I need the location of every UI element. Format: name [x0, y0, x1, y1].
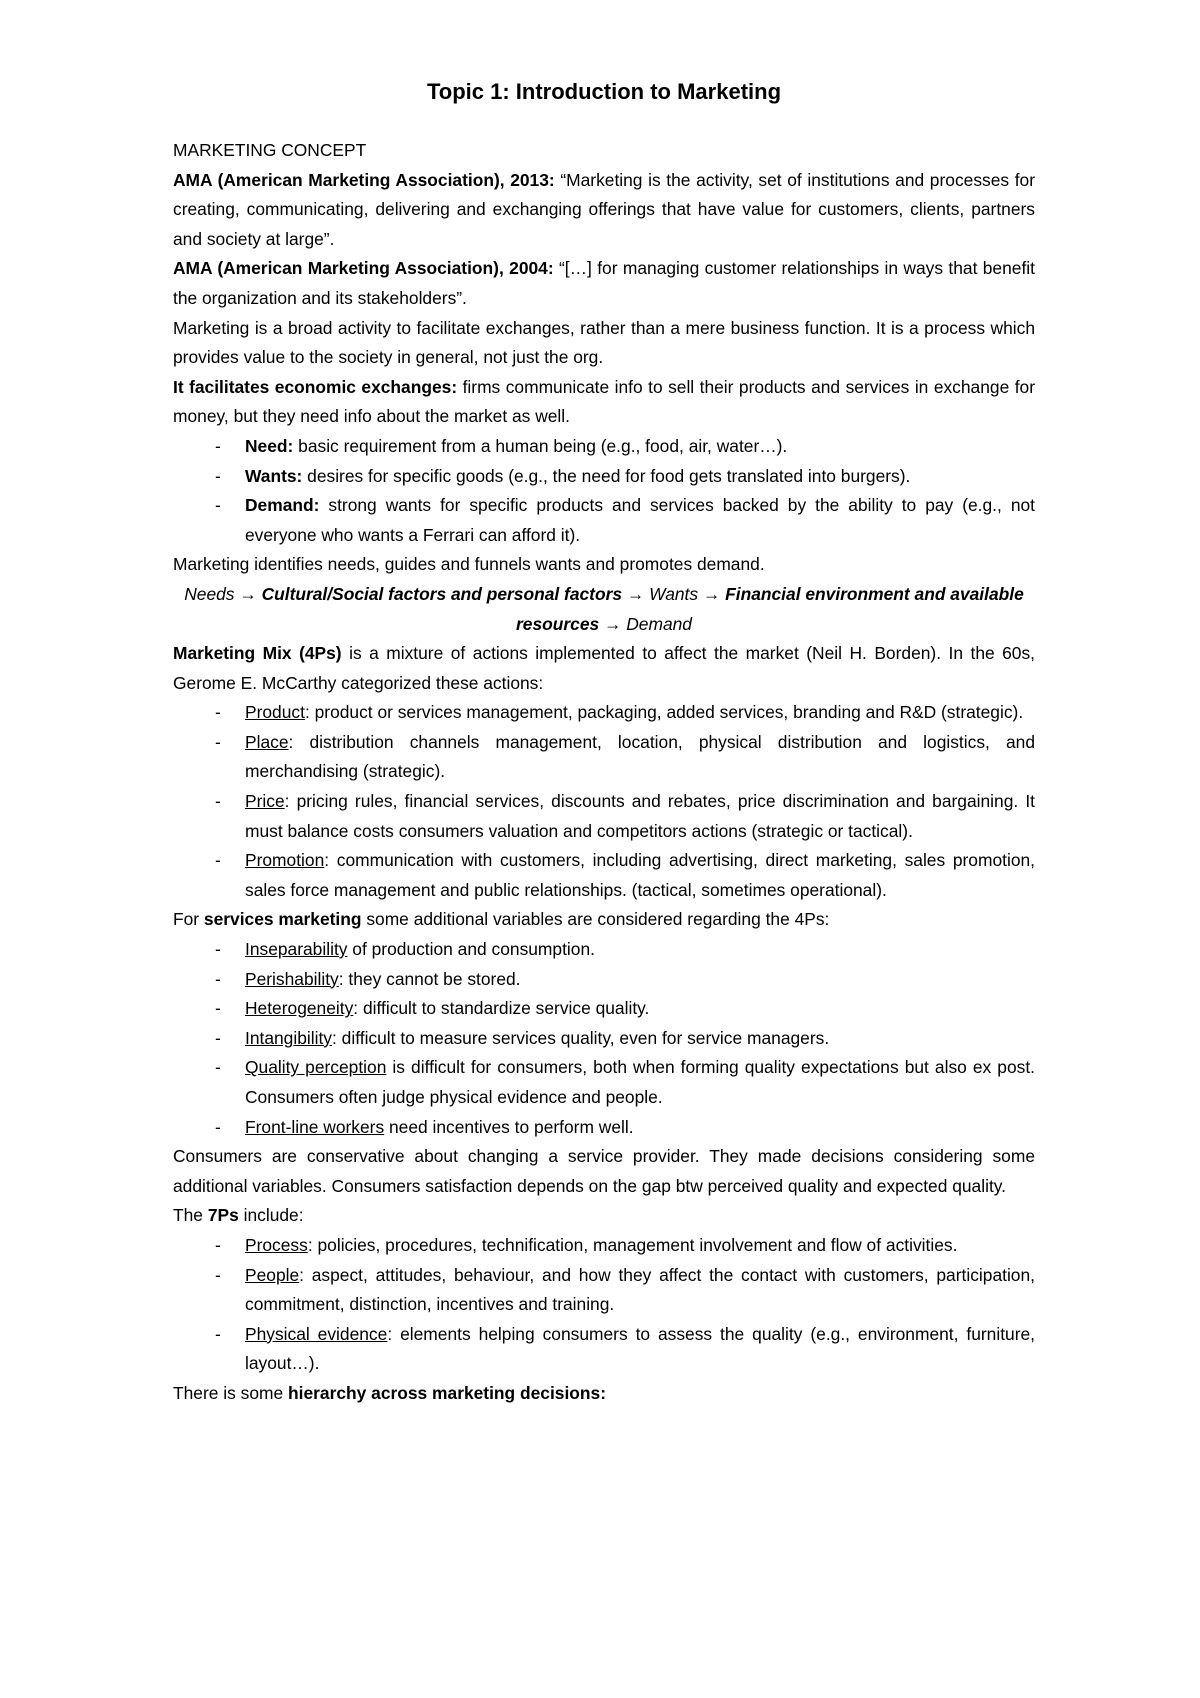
definition-intangibility: : difficult to measure services quality, even for service managers.: [332, 1027, 830, 1048]
definition-price: : pricing rules, financial services, discounts and rebates, price discrimination and bargaining. It must balance costs consumers valuation and competitors actions (strategic or tactical).: [245, 791, 1035, 841]
needs-to-demand-flow: [173, 580, 1035, 639]
definition-perishability: : they cannot be stored.: [338, 968, 521, 989]
four-ps-list: [173, 698, 1035, 905]
definition-promotion: : communication with customers, including advertising, direct marketing, sales promotion, sales force management and public relationships. (tactical, sometimes operational).: [245, 850, 1035, 900]
term-price: Price: [245, 791, 285, 812]
seven-ps-intro: [173, 1201, 1035, 1231]
list-item-quality-perception: [173, 1053, 1035, 1112]
services-marketing-paragraph: [173, 905, 1035, 935]
ama-2004-definition: [173, 254, 1035, 313]
list-item-place: [173, 728, 1035, 787]
term-people: People: [245, 1264, 300, 1285]
list-item-promotion: [173, 846, 1035, 905]
term-quality-perception: Quality perception: [245, 1057, 387, 1078]
definition-place: : distribution channels management, location, physical distribution and logistics, and merchandising (strategic).: [245, 731, 1035, 782]
list-item-product: [173, 698, 1035, 728]
services-pre: For: [173, 909, 204, 930]
page-title: Topic 1: Introduction to Marketing: [426, 79, 782, 104]
definition-product: : product or services management, packaging, added services, branding and R&D (strategic).: [304, 702, 1024, 723]
flow-arrow-icon: →: [702, 583, 726, 604]
list-item-process: [173, 1231, 1035, 1261]
definition-need: basic requirement from a human being (e.g., food, air, water…).: [293, 435, 788, 456]
service-variables-list: [173, 935, 1035, 1142]
list-item-people: [173, 1261, 1035, 1320]
services-text: some additional variables are considered regarding the 4Ps:: [361, 909, 830, 930]
flow-demand: Demand: [626, 613, 692, 634]
term-physical-evidence: Physical evidence: [245, 1323, 388, 1344]
term-wants: Wants:: [245, 465, 303, 486]
marketing-mix-text: is a mixture of actions implemented to affect the market (Neil H. Borden). In the 60s, Gerome E. McCarthy categorized these actions:: [173, 643, 1036, 693]
hierarchy-label: hierarchy across marketing decisions:: [288, 1382, 607, 1403]
term-promotion: Promotion: [245, 850, 325, 871]
flow-arrow-icon: →: [599, 613, 627, 634]
term-place: Place: [245, 731, 289, 752]
marketing-mix-label: Marketing Mix (4Ps): [173, 643, 342, 664]
list-item-perishability: [173, 965, 1035, 995]
list-item-inseparability: [173, 935, 1035, 965]
term-demand: Demand:: [245, 495, 320, 516]
hierarchy-pre: There is some: [173, 1382, 289, 1403]
definition-heterogeneity: : difficult to standardize service quality.: [353, 998, 650, 1019]
conservative-consumers-paragraph: Consumers are conservative about changing a service provider. They made decisions considering some additional variables. Consumers satisfaction depends on the gap btw perceived quality and expected quality.: [173, 1146, 1035, 1196]
flow-wants: Wants: [649, 583, 703, 604]
ama-2004-text: “[…] for managing customer relationships in ways that benefit the organization and its stakeholders”.: [173, 258, 1035, 308]
definition-front-line-workers: need incentives to perform well.: [384, 1116, 634, 1137]
section-heading: MARKETING CONCEPT: [173, 140, 367, 160]
term-need: Need:: [245, 435, 294, 456]
list-item-front-line-workers: [173, 1113, 1035, 1143]
list-item-intangibility: [173, 1024, 1035, 1054]
term-process: Process: [245, 1234, 308, 1255]
seven-ps-pre: The: [173, 1205, 208, 1226]
broad-activity-paragraph: Marketing is a broad activity to facilitate exchanges, rather than a mere business function. It is a process which provides value to the society in general, not just the org.: [173, 317, 1035, 368]
list-item-physical-evidence: [173, 1320, 1035, 1379]
list-item-wants: [173, 462, 1035, 492]
definition-quality-perception: is difficult for consumers, both when forming quality expectations but also ex post. Consumers often judge physical evidence and people.: [245, 1057, 1035, 1107]
services-label: services marketing: [203, 909, 362, 930]
hierarchy-paragraph: [173, 1379, 1035, 1409]
list-item-demand: [173, 491, 1035, 550]
ama-2013-label: AMA (American Marketing Association), 2013:: [173, 169, 555, 190]
definition-people: : aspect, attitudes, behaviour, and how they affect the contact with customers, participation, commitment, distinction, incentives and training.: [245, 1264, 1035, 1315]
flow-financial: Financial environment and available resources: [516, 583, 1024, 634]
definition-process: : policies, procedures, technification, management involvement and flow of activities.: [307, 1234, 958, 1255]
economic-exchanges-paragraph: [173, 373, 1035, 432]
flow-needs: Needs: [184, 583, 240, 604]
term-perishability: Perishability: [245, 968, 339, 989]
definition-demand: strong wants for specific products and services backed by the ability to pay (e.g., not everyone who wants a Ferrari can afford it).: [245, 495, 1035, 545]
flow-arrow-icon: →: [622, 583, 650, 604]
term-product: Product: [245, 702, 305, 723]
term-front-line-workers: Front-line workers: [245, 1116, 385, 1137]
ama-2013-text: “Marketing is the activity, set of institutions and processes for creating, communicating, delivering and exchanging offerings that have value for customers, clients, partners and society at large”.: [173, 169, 1035, 249]
term-intangibility: Intangibility: [245, 1027, 333, 1048]
definition-wants: desires for specific goods (e.g., the need for food gets translated into burgers).: [302, 465, 911, 486]
document-page: [173, 78, 1035, 1409]
economic-exchanges-text: firms communicate info to sell their products and services in exchange for money, but they need info about the market as well.: [173, 376, 1035, 427]
ama-2004-label: AMA (American Marketing Association), 2004:: [173, 258, 554, 279]
seven-ps-label: 7Ps: [207, 1205, 239, 1226]
list-item-price: [173, 787, 1035, 846]
flow-arrow-icon: →: [239, 583, 262, 604]
marketing-mix-paragraph: [173, 639, 1035, 698]
needs-wants-demand-list: [173, 432, 1035, 550]
seven-ps-text: include:: [238, 1205, 304, 1226]
flow-factors: Cultural/Social factors and personal factors: [261, 583, 623, 604]
definition-inseparability: of production and consumption.: [347, 939, 595, 960]
ama-2013-definition: [173, 166, 1035, 255]
seven-ps-list: [173, 1231, 1035, 1379]
definition-physical-evidence: : elements helping consumers to assess the quality (e.g., environment, furniture, layout…).: [245, 1323, 1036, 1374]
term-heterogeneity: Heterogeneity: [245, 998, 354, 1019]
list-item-heterogeneity: [173, 994, 1035, 1024]
term-inseparability: Inseparability: [245, 939, 348, 960]
economic-exchanges-label: It facilitates economic exchanges:: [173, 376, 458, 397]
list-item-need: [173, 432, 1035, 462]
identifies-paragraph: Marketing identifies needs, guides and funnels wants and promotes demand.: [173, 554, 765, 575]
